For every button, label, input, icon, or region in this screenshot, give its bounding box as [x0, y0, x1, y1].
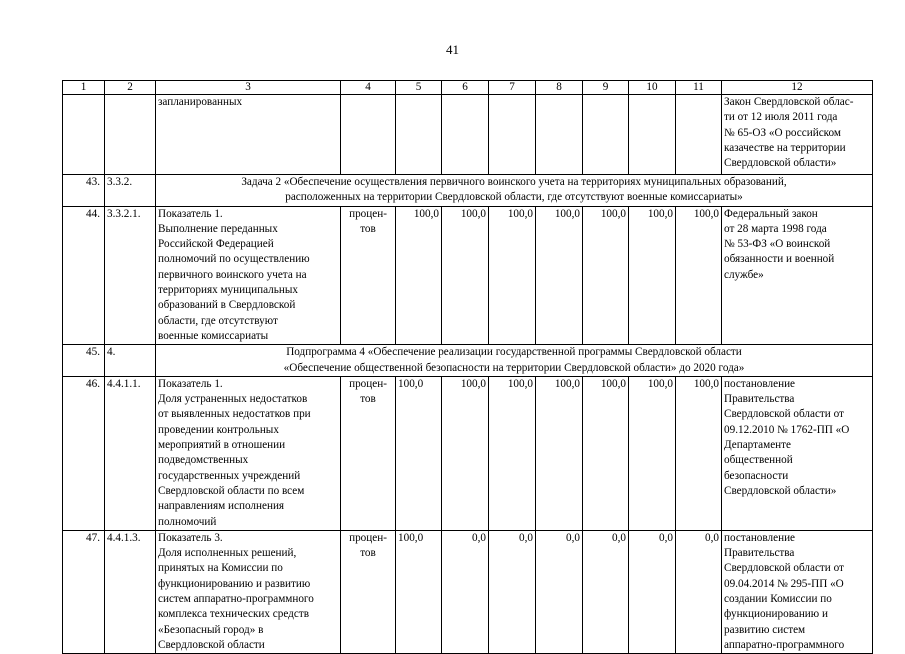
column-number: 3 — [156, 81, 341, 95]
value-cell: 0,0 — [489, 530, 536, 653]
value-cell: 0,0 — [536, 530, 583, 653]
column-number: 4 — [341, 81, 396, 95]
row-number-cell: 43. — [63, 175, 105, 207]
column-number-row — [63, 81, 873, 95]
task-heading-cell: Задача 2 «Обеспечение осуществления первичного воинского учета на территориях муниципальных образований, расположенных на территории Свердловской области, где отсутствуют военные комиссариаты» — [156, 175, 873, 207]
indicator-name-cell: Показатель 1. Доля устраненных недостатков от выявленных недостатков при проведении контрольных мероприятий в отношении подведомственных государственных учреждений Свердловской области по всем направлениям исполнения полномочий — [156, 376, 341, 530]
legal-basis-cell: Закон Свердловской облас- ти от 12 июля 2011 года № 65-ОЗ «О российском казачестве на территории Свердловской области» — [722, 95, 873, 175]
indicator-name-cell: запланированных — [156, 95, 341, 175]
value-cell: 100,0 — [536, 206, 583, 345]
table-row — [63, 206, 873, 345]
value-cell — [629, 95, 676, 175]
column-number: 1 — [63, 81, 105, 95]
row-code-cell: 3.3.2. — [105, 175, 156, 207]
page-number: 41 — [446, 42, 459, 57]
unit-cell: процен- тов — [341, 530, 396, 653]
indicator-name-cell: Показатель 1. Выполнение переданных Российской Федерацией полномочий по осуществлению первичного воинского учета на территориях муниципальных образований в Свердловской области, где отсутствуют военные комиссариаты — [156, 206, 341, 345]
value-cell — [536, 95, 583, 175]
indicator-name-cell: Показатель 3. Доля исполненных решений, принятых на Комиссии по функционированию и развитию систем аппаратно-программного комплекса технических средств «Безопасный город» в Свердловской области — [156, 530, 341, 653]
indicators-table — [62, 80, 873, 654]
column-number: 12 — [722, 81, 873, 95]
value-cell: 100,0 — [583, 376, 629, 530]
unit-cell — [341, 95, 396, 175]
value-cell: 100,0 — [676, 376, 722, 530]
subprogram-heading-cell: Подпрограмма 4 «Обеспечение реализации государственной программы Свердловской области «Обеспечение общественной безопасности на территории Свердловской области» до 2020 года» — [156, 345, 873, 377]
table-row — [63, 376, 873, 530]
value-cell: 100,0 — [396, 530, 442, 653]
row-number-cell: 46. — [63, 376, 105, 530]
legal-basis-cell: Федеральный закон от 28 марта 1998 года № 53-ФЗ «О воинской обязанности и военной службе» — [722, 206, 873, 345]
value-cell — [676, 95, 722, 175]
row-code-cell: 4. — [105, 345, 156, 377]
value-cell: 100,0 — [629, 206, 676, 345]
table-row — [63, 175, 873, 207]
value-cell: 100,0 — [442, 206, 489, 345]
row-number-cell: 44. — [63, 206, 105, 345]
column-number: 7 — [489, 81, 536, 95]
column-number: 10 — [629, 81, 676, 95]
value-cell: 100,0 — [489, 206, 536, 345]
row-code-cell: 4.4.1.3. — [105, 530, 156, 653]
row-number-cell: 47. — [63, 530, 105, 653]
unit-cell: процен- тов — [341, 206, 396, 345]
table-row — [63, 530, 873, 653]
table-row — [63, 95, 873, 175]
value-cell — [442, 95, 489, 175]
row-code-cell — [105, 95, 156, 175]
value-cell: 0,0 — [676, 530, 722, 653]
row-number-cell: 45. — [63, 345, 105, 377]
value-cell: 100,0 — [396, 206, 442, 345]
value-cell: 0,0 — [442, 530, 489, 653]
column-number: 2 — [105, 81, 156, 95]
value-cell: 100,0 — [676, 206, 722, 345]
value-cell: 100,0 — [396, 376, 442, 530]
value-cell — [583, 95, 629, 175]
column-number: 11 — [676, 81, 722, 95]
row-code-cell: 4.4.1.1. — [105, 376, 156, 530]
table-row — [63, 345, 873, 377]
legal-basis-cell: постановление Правительства Свердловской области от 09.04.2014 № 295-ПП «О создании Комиссии по функционированию и развитию систем аппаратно-программного — [722, 530, 873, 653]
row-code-cell: 3.3.2.1. — [105, 206, 156, 345]
value-cell — [396, 95, 442, 175]
column-number: 9 — [583, 81, 629, 95]
value-cell: 0,0 — [629, 530, 676, 653]
legal-basis-cell: постановление Правительства Свердловской области от 09.12.2010 № 1762-ПП «О Департаменте общественной безопасности Свердловской области» — [722, 376, 873, 530]
value-cell: 100,0 — [583, 206, 629, 345]
value-cell: 100,0 — [489, 376, 536, 530]
row-number-cell — [63, 95, 105, 175]
value-cell: 100,0 — [536, 376, 583, 530]
unit-cell: процен- тов — [341, 376, 396, 530]
value-cell: 0,0 — [583, 530, 629, 653]
column-number: 6 — [442, 81, 489, 95]
column-number: 8 — [536, 81, 583, 95]
value-cell: 100,0 — [442, 376, 489, 530]
column-number: 5 — [396, 81, 442, 95]
value-cell — [489, 95, 536, 175]
value-cell: 100,0 — [629, 376, 676, 530]
